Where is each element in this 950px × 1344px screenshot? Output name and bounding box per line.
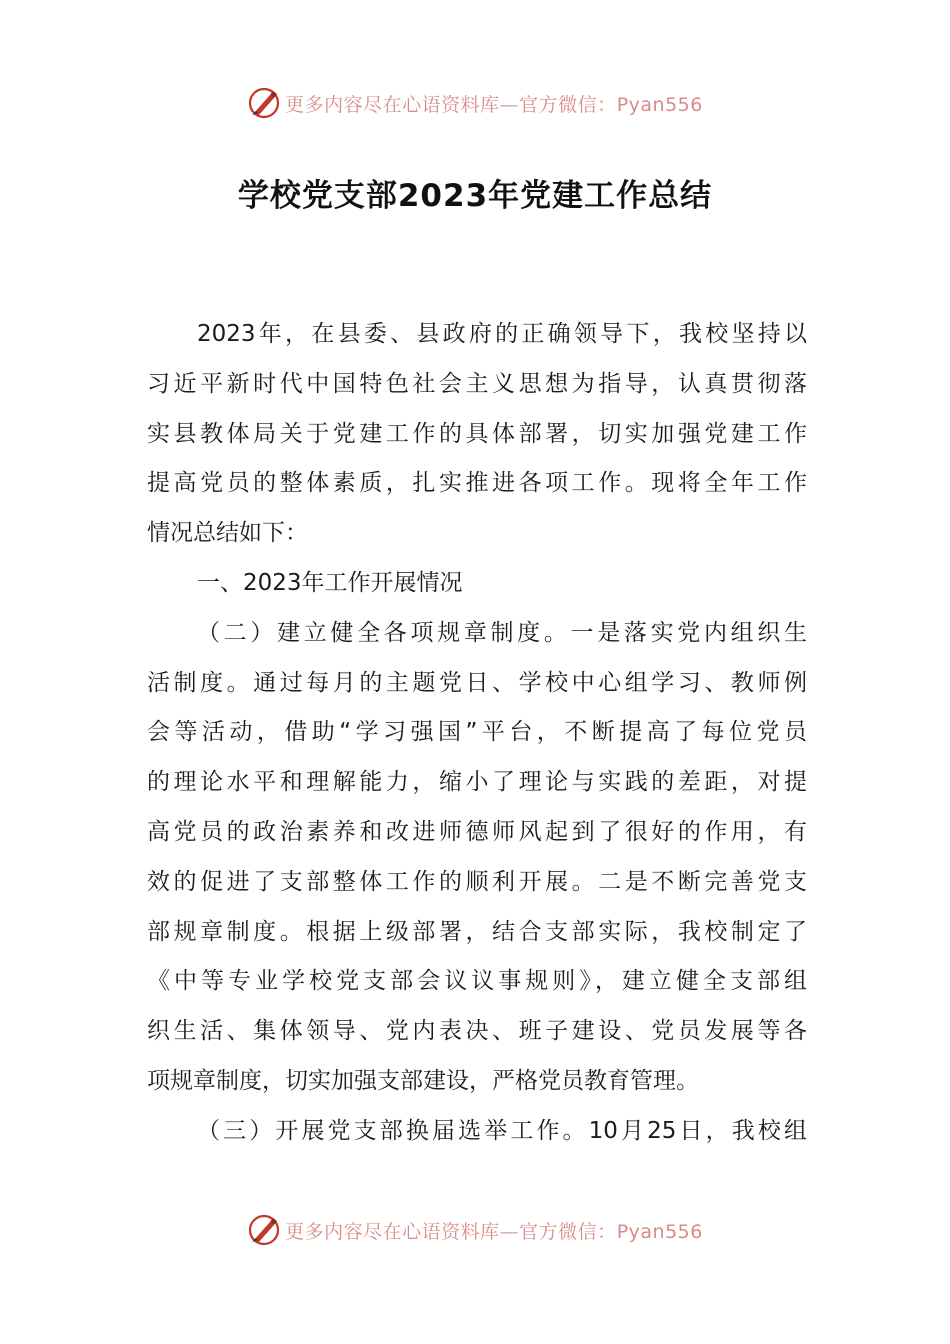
footer-watermark-banner [0, 1210, 950, 1250]
watermark-separator: — [499, 1220, 520, 1243]
body-line: 项规章制度，切实加强支部建设，严格党员教育管理。 [147, 1067, 699, 1094]
watermark-wechat-label: 官方微信： [519, 1220, 617, 1243]
body-line: 提高党员的整体素质，扎实推进各项工作。现将全年工作 [147, 470, 807, 497]
body-line: 高党员的政治素养和改进师德师风起到了很好的作用，有 [147, 818, 807, 845]
watermark-text [285, 90, 703, 117]
watermark-wechat-id: Pyan556 [616, 1220, 703, 1243]
body-line: （二）建立健全各项规章制度。一是落实党内组织生 [197, 619, 807, 646]
document-title: 学校党支部2023年党建工作总结 [237, 178, 713, 214]
body-line: 情况总结如下： [147, 520, 308, 547]
watermark-separator: — [499, 93, 520, 116]
pen-logo-icon [247, 86, 281, 120]
body-line: 2023年，在县委、县政府的正确领导下，我校坚持以 [197, 321, 807, 347]
body-line: 活制度。通过每月的主题党日、学校中心组学习、教师例 [147, 669, 807, 696]
pen-logo-icon [247, 1213, 281, 1247]
document-body [147, 310, 807, 1157]
body-line: （三）开展党支部换届选举工作。10月25日，我校组 [197, 1117, 807, 1144]
body-line: 实县教体局关于党建工作的具体部署，切实加强党建工作 [147, 420, 807, 447]
body-line: 习近平新时代中国特色社会主义思想为指导，认真贯彻落 [147, 370, 807, 397]
body-line: 部规章制度。根据上级部署，结合支部实际，我校制定了 [147, 918, 807, 945]
watermark-text [285, 1217, 703, 1244]
watermark-site-name: 更多内容尽在心语资料库 [285, 93, 500, 116]
body-line: 效的促进了支部整体工作的顺利开展。二是不断完善党支 [147, 868, 807, 895]
body-line: 的理论水平和理解能力，缩小了理论与实践的差距，对提 [147, 769, 807, 796]
header-watermark-banner [0, 83, 950, 123]
section-heading: 一、2023年工作开展情况 [197, 569, 463, 596]
body-line: 会等活动，借助“学习强国”平台，不断提高了每位党员 [147, 719, 807, 746]
watermark-site-name: 更多内容尽在心语资料库 [285, 1220, 500, 1243]
body-line: 织生活、集体领导、党内表决、班子建设、党员发展等各 [147, 1018, 807, 1045]
watermark-wechat-id: Pyan556 [616, 93, 703, 116]
body-line: 《中等专业学校党支部会议议事规则》，建立健全支部组 [147, 968, 807, 995]
watermark-wechat-label: 官方微信： [519, 93, 617, 116]
